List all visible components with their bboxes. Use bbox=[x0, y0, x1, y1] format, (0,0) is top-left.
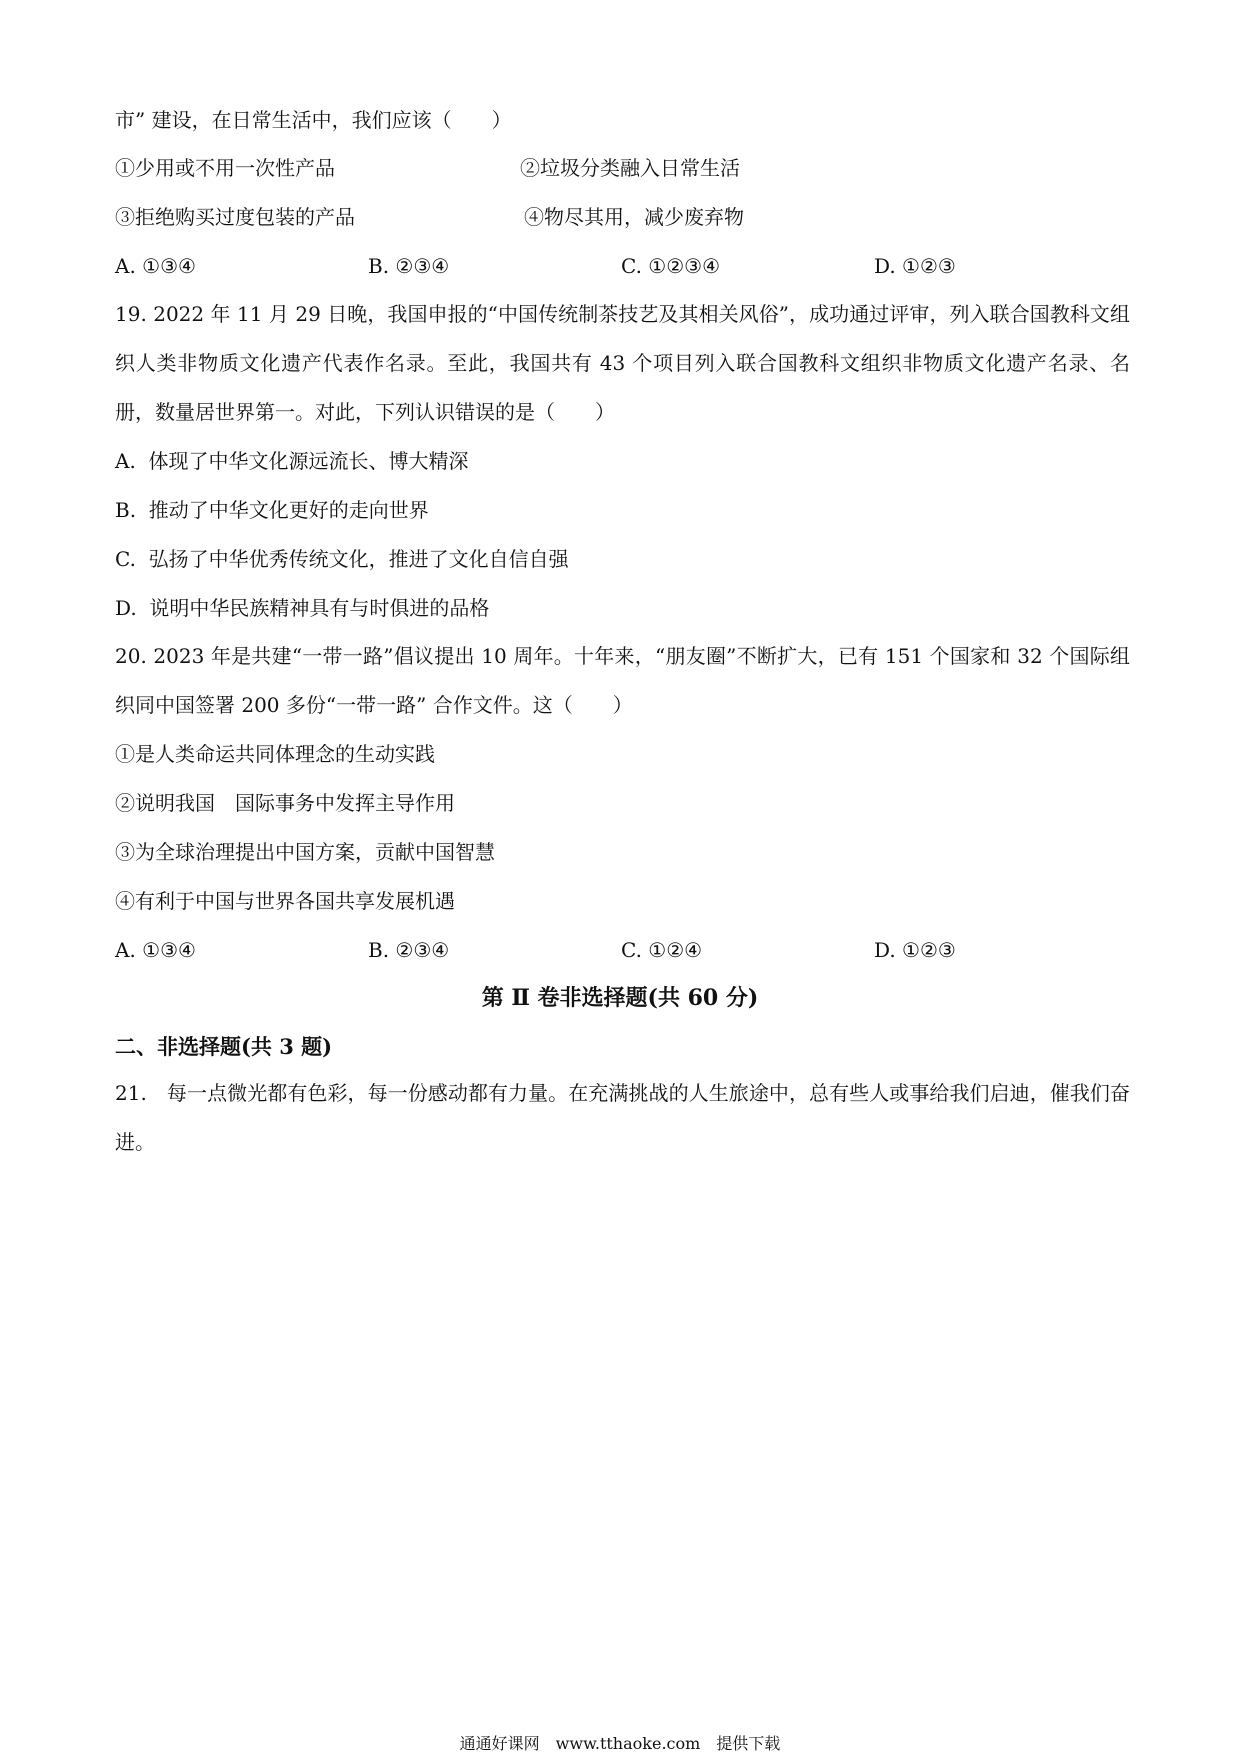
page-footer: 通通好课网 www.tthaoke.com 提供下载 bbox=[459, 1734, 781, 1753]
q18-option-4: ④物尽其用，减少废弃物 bbox=[524, 205, 744, 229]
q19-stem: 19. 2022 年 11 月 29 日晚，我国申报的“中国传统制茶技艺及其相关风俗”，成功通过评审，列入联合国教科文组织人类非物质文化遗产代表作名录。至此，我国共有 43 个项目列入联合国教科文组织非物质文化遗产名录、名册，数量居世界第一。对此，下列认识错误的是（ ） bbox=[115, 302, 1130, 424]
q20-item-4: ④有利于中国与世界各国共享发展机遇 bbox=[115, 889, 455, 913]
part-title: 第 Ⅱ 卷非选择题(共 60 分) bbox=[481, 985, 759, 1011]
q18-option-2: ②垃圾分类融入日常生活 bbox=[520, 156, 740, 180]
q20-choice-a: A. ①③④ bbox=[115, 938, 196, 962]
section-heading: 二、非选择题(共 3 题) bbox=[115, 1034, 333, 1059]
q19-option-b: B. 推动了中华文化更好的走向世界 bbox=[115, 498, 429, 522]
q20-choice-b: B. ②③④ bbox=[368, 938, 450, 962]
q19-option-d: D. 说明中华民族精神具有与时俱进的品格 bbox=[115, 596, 490, 620]
q20-stem: 20. 2023 年是共建“一带一路”倡议提出 10 周年。十年来，“朋友圈”不断扩大，已有 151 个国家和 32 个国际组织同中国签署 200 多份“一带一路” 合作文件。这（ ） bbox=[115, 644, 1130, 717]
q20-choice-c: C. ①②④ bbox=[621, 938, 703, 962]
q18-choice-a: A. ①③④ bbox=[115, 254, 196, 278]
q18-choices bbox=[115, 252, 1130, 280]
q18-choice-d: D. ①②③ bbox=[874, 254, 956, 278]
q19-option-a: A. 体现了中华文化源远流长、博大精深 bbox=[115, 449, 469, 473]
q18-choice-b: B. ②③④ bbox=[368, 254, 450, 278]
q21-stem: 21. 每一点微光都有色彩，每一份感动都有力量。在充满挑战的人生旅途中，总有些人或事给我们启迪，催我们奋进。 bbox=[115, 1081, 1130, 1154]
q20-choice-d: D. ①②③ bbox=[874, 938, 956, 962]
q20-choices bbox=[115, 936, 1130, 964]
q20-item-1: ①是人类命运共同体理念的生动实践 bbox=[115, 742, 435, 766]
q18-stem-tail: 市” 建设，在日常生活中，我们应该（ ） bbox=[115, 108, 512, 132]
q18-option-1: ①少用或不用一次性产品 bbox=[115, 156, 335, 180]
q18-choice-c: C. ①②③④ bbox=[621, 254, 721, 278]
q20-item-2: ②说明我国 国际事务中发挥主导作用 bbox=[115, 791, 455, 815]
q20-item-3: ③为全球治理提出中国方案，贡献中国智慧 bbox=[115, 840, 495, 864]
q18-option-3: ③拒绝购买过度包装的产品 bbox=[115, 205, 355, 229]
q19-option-c: C. 弘扬了中华优秀传统文化，推进了文化自信自强 bbox=[115, 547, 569, 571]
